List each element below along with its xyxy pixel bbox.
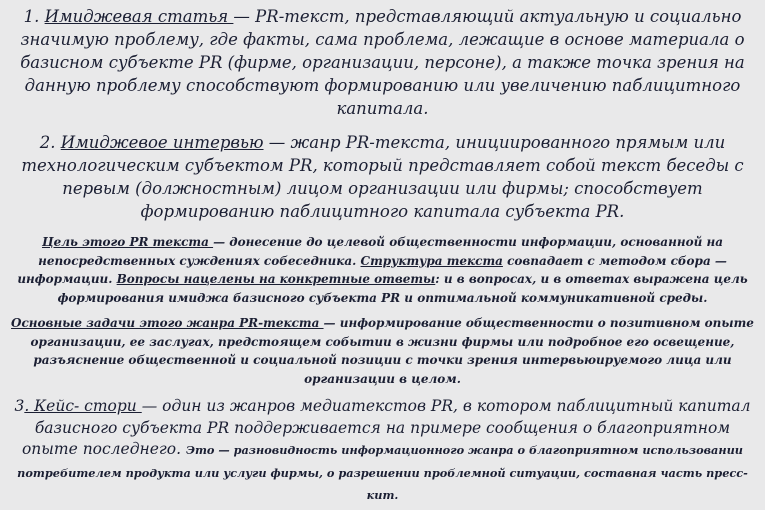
item2-term: Имиджевое интервью	[60, 133, 264, 152]
item3-note: Это — разновидность информационного жанра о благоприятном использовании потребителем продукта или услуги фирмы, о разрешении проблемной ситуации, составная часть пресс-кит.	[17, 443, 748, 503]
goal-text-3: : и в вопросах, и в ответах выражена цель формирования имиджа базисного субъекта PR и оптимальной коммуникативной среды.	[57, 272, 748, 305]
item1-paragraph	[8, 5, 757, 125]
item2-number: 2.	[39, 133, 61, 152]
item3-paragraph	[8, 396, 757, 508]
item1-number: 1.	[23, 7, 45, 26]
goal-term: Цель этого PR текста	[41, 235, 214, 249]
goal-text-2: совпадает с методом сбора — информации.	[17, 253, 727, 286]
tasks-term: Основные задачи этого жанра PR-текста	[11, 316, 324, 330]
questions-term: Вопросы нацелены на конкретные ответы	[116, 272, 436, 286]
item1-term: Имиджевая статья	[44, 7, 234, 26]
item3-number: 3	[14, 397, 25, 415]
tasks-text: — информирование общественности о позитивном опыте организации, ее заслугах, предстоящем событии в жизни фирмы или подробное его освещение, разъяснение общественной и социальной позиции с точки зрения интервьюируемого лица или организации в целом.	[30, 316, 754, 386]
tasks-paragraph	[8, 314, 757, 392]
item2-paragraph	[8, 131, 757, 226]
item3-term: . Кейс- стори	[24, 397, 142, 415]
goal-text-1: — донесение до целевой общественности информации, основанной на непосредственных суждениях собеседника.	[38, 235, 724, 268]
structure-term: Структура текста	[360, 253, 503, 268]
item3-definition: — один из жанров медиатекстов PR, в котором паблицитный капитал базисного субъекта PR поддерживается на примере сообщения о благоприятном опыте последнего.	[21, 397, 751, 459]
item1-definition: — PR-текст, представляющий актуальную и социально значимую проблему, где факты, сама проблема, лежащие в основе материала о базисном субъекте PR (фирме, организации, персоне), а также точка зрения на данную проблему способствуют формированию или увеличению паблицитного капитала.	[20, 7, 745, 118]
item2-definition: — жанр PR-текста, инициированного прямым или технологическим субъектом PR, который представляет собой текст беседы с первым (должностным) лицом организации или фирмы; способствует формированию паблицитного капитала субъекта PR.	[21, 133, 744, 221]
goal-paragraph	[8, 233, 757, 311]
